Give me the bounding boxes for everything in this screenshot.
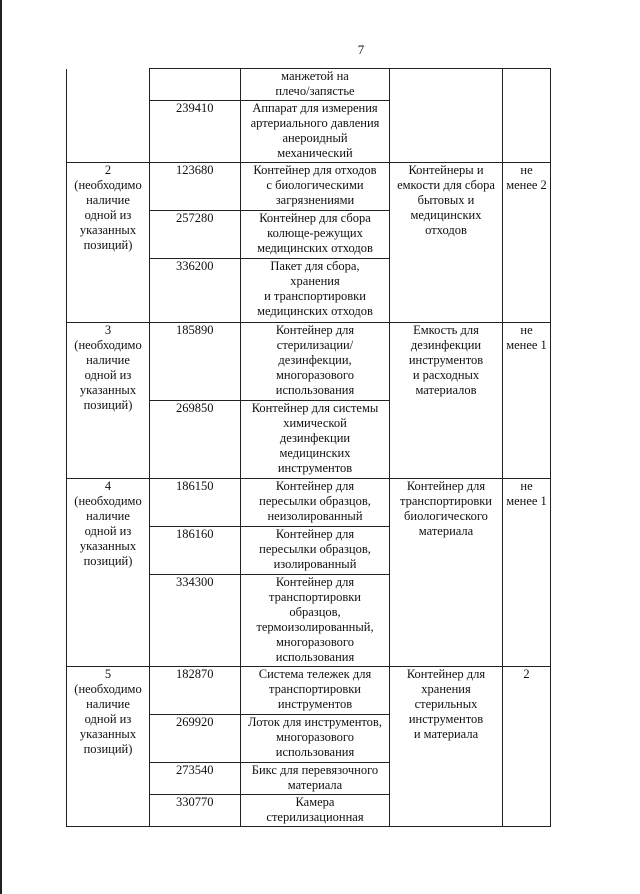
group-cell: 5 (необходимо наличие одной из указанных позиций) [67,667,150,827]
scan-edge [0,0,2,894]
code-cell: 182870 [150,667,241,715]
name-cell: Контейнер для пересылки образцов, изолированный [241,527,390,575]
table-row [67,69,551,101]
name-cell: манжетой на плечо/запястье [241,69,390,101]
group-cell: 3 (необходимо наличие одной из указанных позиций) [67,323,150,479]
name-cell: Контейнер для транспортировки образцов, термоизолированный, многоразового использования [241,575,390,667]
code-cell [150,69,241,101]
code-cell: 269850 [150,401,241,479]
name-cell: Камера стерилизационная [241,795,390,827]
code-cell: 273540 [150,763,241,795]
equipment-table [66,68,551,827]
code-cell: 334300 [150,575,241,667]
group-desc-cell: Контейнер для транспортировки биологического материала [390,479,503,667]
name-cell: Лоток для инструментов, многоразового использования [241,715,390,763]
code-cell: 186150 [150,479,241,527]
code-cell: 257280 [150,211,241,259]
table-row [67,323,551,401]
name-cell: Система тележек для транспортировки инструментов [241,667,390,715]
qty-cell [503,69,551,163]
group-cell: 2 (необходимо наличие одной из указанных позиций) [67,163,150,323]
code-cell: 123680 [150,163,241,211]
qty-cell: не менее 1 [503,479,551,667]
table-row [67,479,551,527]
name-cell: Бикс для перевязочного материала [241,763,390,795]
group-desc-cell [390,69,503,163]
qty-cell: не менее 2 [503,163,551,323]
group-desc-cell: Контейнер для хранения стерильных инструментов и материала [390,667,503,827]
table-row [67,667,551,715]
name-cell: Пакет для сбора, хранения и транспортировки медицинских отходов [241,259,390,323]
code-cell: 336200 [150,259,241,323]
name-cell: Контейнер для отходов с биологическими загрязнениями [241,163,390,211]
group-desc-cell: Емкость для дезинфекции инструментов и расходных материалов [390,323,503,479]
qty-cell: не менее 1 [503,323,551,479]
page-number: 7 [357,42,365,57]
code-cell: 330770 [150,795,241,827]
code-cell: 239410 [150,101,241,163]
code-cell: 269920 [150,715,241,763]
name-cell: Контейнер для системы химической дезинфекции медицинских инструментов [241,401,390,479]
qty-cell: 2 [503,667,551,827]
code-cell: 185890 [150,323,241,401]
group-cell: 4 (необходимо наличие одной из указанных позиций) [67,479,150,667]
name-cell: Аппарат для измерения артериального давления анероидный механический [241,101,390,163]
table-row [67,163,551,211]
group-desc-cell: Контейнеры и емкости для сбора бытовых и медицинских отходов [390,163,503,323]
name-cell: Контейнер для сбора колюще-режущих медицинских отходов [241,211,390,259]
name-cell: Контейнер для стерилизации/ дезинфекции, многоразового использования [241,323,390,401]
name-cell: Контейнер для пересылки образцов, неизолированный [241,479,390,527]
group-cell [67,69,150,163]
code-cell: 186160 [150,527,241,575]
